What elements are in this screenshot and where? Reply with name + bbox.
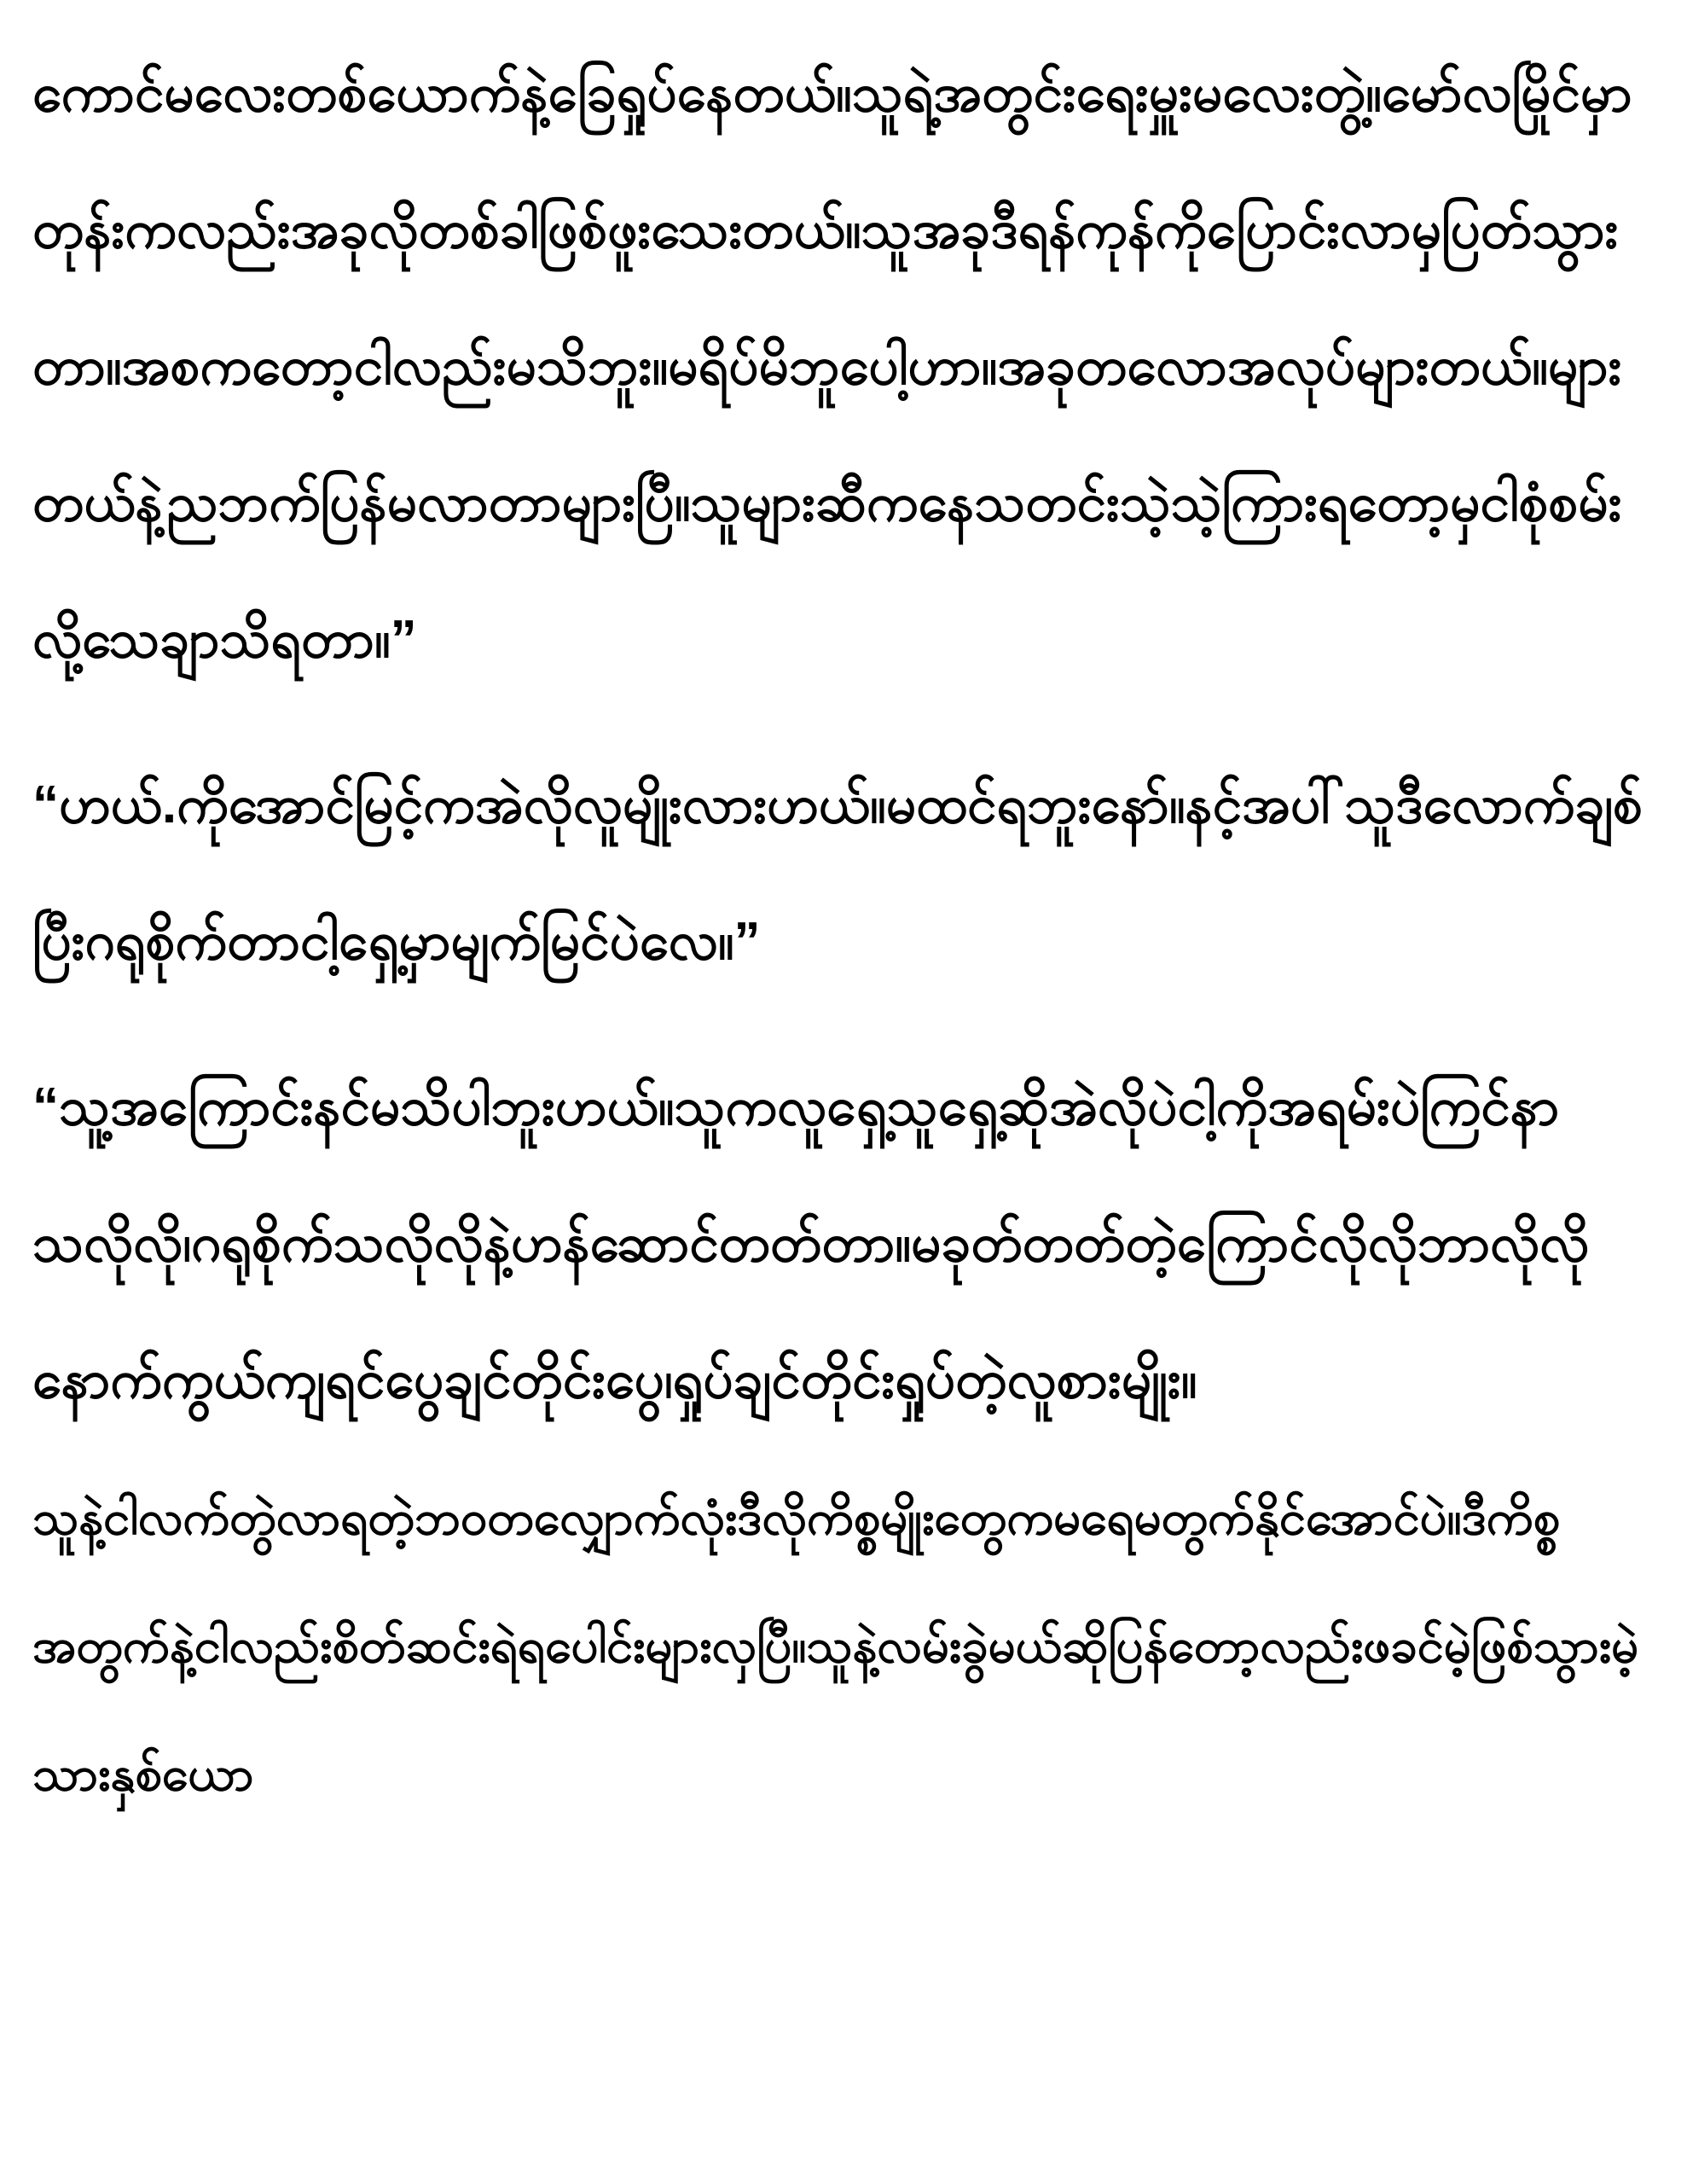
paragraph-3-quote: “သူ့အကြောင်းနင်မသိပါဘူးဟယ်။သူကလူရှေ့သူရှေ့ဆိုအဲလိုပဲငါ့ကိုအရမ်းပဲကြင်နာသလိုလို၊ဂရုစိုက်သလိုလိုနဲ့ဟန်ဆောင်တတ်တာ။မခုတ်တတ်တဲ့ကြောင်လိုလိုဘာလိုလိုနောက်ကွယ်ကျရင်ပွေချင်တိုင်းပွေ၊ရှုပ်ချင်တိုင်းရှုပ်တဲ့လူစားမျိုး။	[32, 1077, 1590, 1409]
paragraph-2-quote: “ဟယ်.ကိုအောင်မြင့်ကအဲလိုလူမျိုးလားဟယ်။မထင်ရဘူးနော်။နင့်အပါ်သူဒီလောက်ချစ်ပြီးဂရုစိုက်တာငါ့ရှေ့မှာမျက်မြင်ပဲလေ။”	[32, 775, 1644, 971]
paragraph-4: သူနဲ့ငါလက်တွဲလာရတဲ့ဘဝတလျှောက်လုံးဒီလိုကိစ္စမျိုးတွေကမရေမတွက်နိုင်အောင်ပဲ။ဒီကိစ္စအတွက်နဲ့ငါလည်းစိတ်ဆင်းရဲရပေါင်းများလှပြီ။သူနဲ့လမ်းခွဲမယ်ဆိုပြန်တော့လည်းဖခင်မဲ့ဖြစ်သွားမဲ့သားနှစ်ယော	[32, 1490, 1639, 1800]
paragraph-1: ကောင်မလေးတစ်ယောက်နဲ့ခြေရှုပ်နေတယ်။သူရဲ့အတွင်းရေးမှူးမလေးတွဲ့။မော်လမြိုင်မှာတုန်းကလည်းအခုလိုတစ်ခါဖြစ်ဖူးသေးတယ်။သူအခုဒီရန်ကုန်ကိုပြောင်းလာမှပြတ်သွားတာ။အစကတော့ငါလည်းမသိဘူး။မရိပ်မိဘူပေါ့ဟာ။အခုတလောအလုပ်များတယ်။များတယ်နဲ့ညဘက်ပြန်မလာတာများပြီ။သူများဆီကနေသတင်းသဲ့သဲ့ကြားရတော့မှငါစုံစမ်းလို့သေချာသိရတာ။”	[32, 64, 1632, 669]
